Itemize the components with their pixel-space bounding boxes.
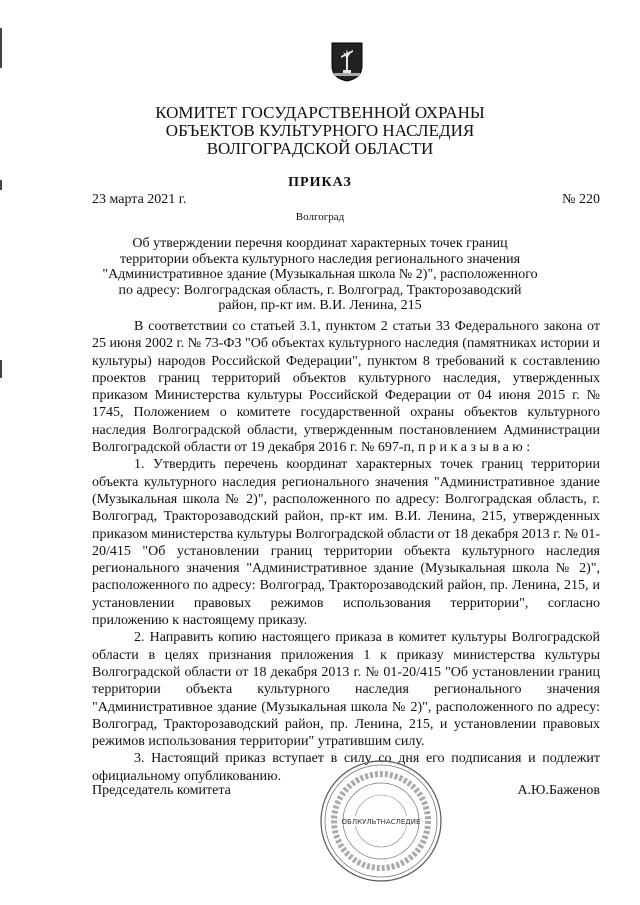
item-1-paragraph: 1. Утвердить перечень координат характерных точек границ территории объекта культурного наследия регионального значения "Административное здание (Музыкальная школа № 2)", расположенного по адресу: Волгоградская область, г. Волгоград, Тракторозаводский район, пр-кт им. В.И. Ленина, 215, утвержденных приказом министерства культуры Волгоградской области от 18 декабря 2013 г. № 01-20/415 "Об установлении границ территории объекта культурного наследия регионального значения "Административное здание (Музыкальная школа № 2)", расположенного по адресу: Волгоград, Тракторозаводский район, пр. Ленина, 215, и установлении правовых режимов использования территории", согласно приложению к настоящему приказу. <box>92 457 600 629</box>
item-2-paragraph: 2. Направить копию настоящего приказа в комитет культуры Волгоградской области в целях признания приложения 1 к приказу министерства культуры Волгоградской области от 18 декабря 2013 г. № 01-20/415 "Об установлении границ территории объекта культурного наследия регионального значения "Административное здание (Музыкальная школа № 2)", расположенного по адресу: Волгоград, Тракторозаводский район, пр. Ленина, 215, и установлении правовых режимов использования территории" утратившим силу. <box>92 630 600 750</box>
signatory-name: А.Ю.Баженов <box>517 783 600 798</box>
document-body <box>92 318 600 785</box>
preamble-paragraph: В соответствии со статьей 3.1, пунктом 2 статьи 33 Федерального закона от 25 июня 2002 г. № 73-ФЗ "Об объектах культурного наследия (памятниках истории и культуры) народов Российской Федерации", пунктом 8 требований к составлению проектов границ территорий объектов культурного наследия, утвержденных приказом Министерства культуры Российской Федерации от 04 июня 2015 г. № 1745, Положением о комитете государственной охраны объектов культурного наследия Волгоградской области, утвержденным постановлением Администрации Волгоградской области от 19 декабря 2016 г. № 697-п, п р и к а з ы в а ю : <box>92 319 600 456</box>
document-subject: Об утверждении перечня координат характерных точек границ территории объекта культурного наследия регионального значения "Административное здание (Музыкальная школа № 2)", расположенного по адресу: Волгоградская область, г. Волгоград, Тракторозаводский район, пр-кт им. В.И. Ленина, 215 <box>102 236 538 313</box>
org-name-line-3: ВОЛГОГРАДСКОЙ ОБЛАСТИ <box>206 139 434 158</box>
stamp-center-text: ОБЛКУЛЬТНАСЛЕДИЕ <box>341 818 421 826</box>
document-type: ПРИКАЗ <box>288 175 352 190</box>
coat-of-arms-emblem <box>331 42 363 82</box>
scan-margin-mark <box>0 28 2 68</box>
document-city: Волгоград <box>295 211 345 223</box>
official-stamp <box>318 758 444 884</box>
org-name-line-1: КОМИТЕТ ГОСУДАРСТВЕННОЙ ОХРАНЫ <box>155 103 485 122</box>
document-date: 23 марта 2021 г. <box>92 192 187 207</box>
signatory-position: Председатель комитета <box>92 783 231 798</box>
document-number: № 220 <box>562 192 600 207</box>
item-3-paragraph: 3. Настоящий приказ вступает в силу со дня его подписания и подлежит официальному опубликованию. <box>92 751 600 784</box>
org-name-line-2: ОБЪЕКТОВ КУЛЬТУРНОГО НАСЛЕДИЯ <box>165 121 475 140</box>
scan-margin-mark <box>0 360 2 378</box>
